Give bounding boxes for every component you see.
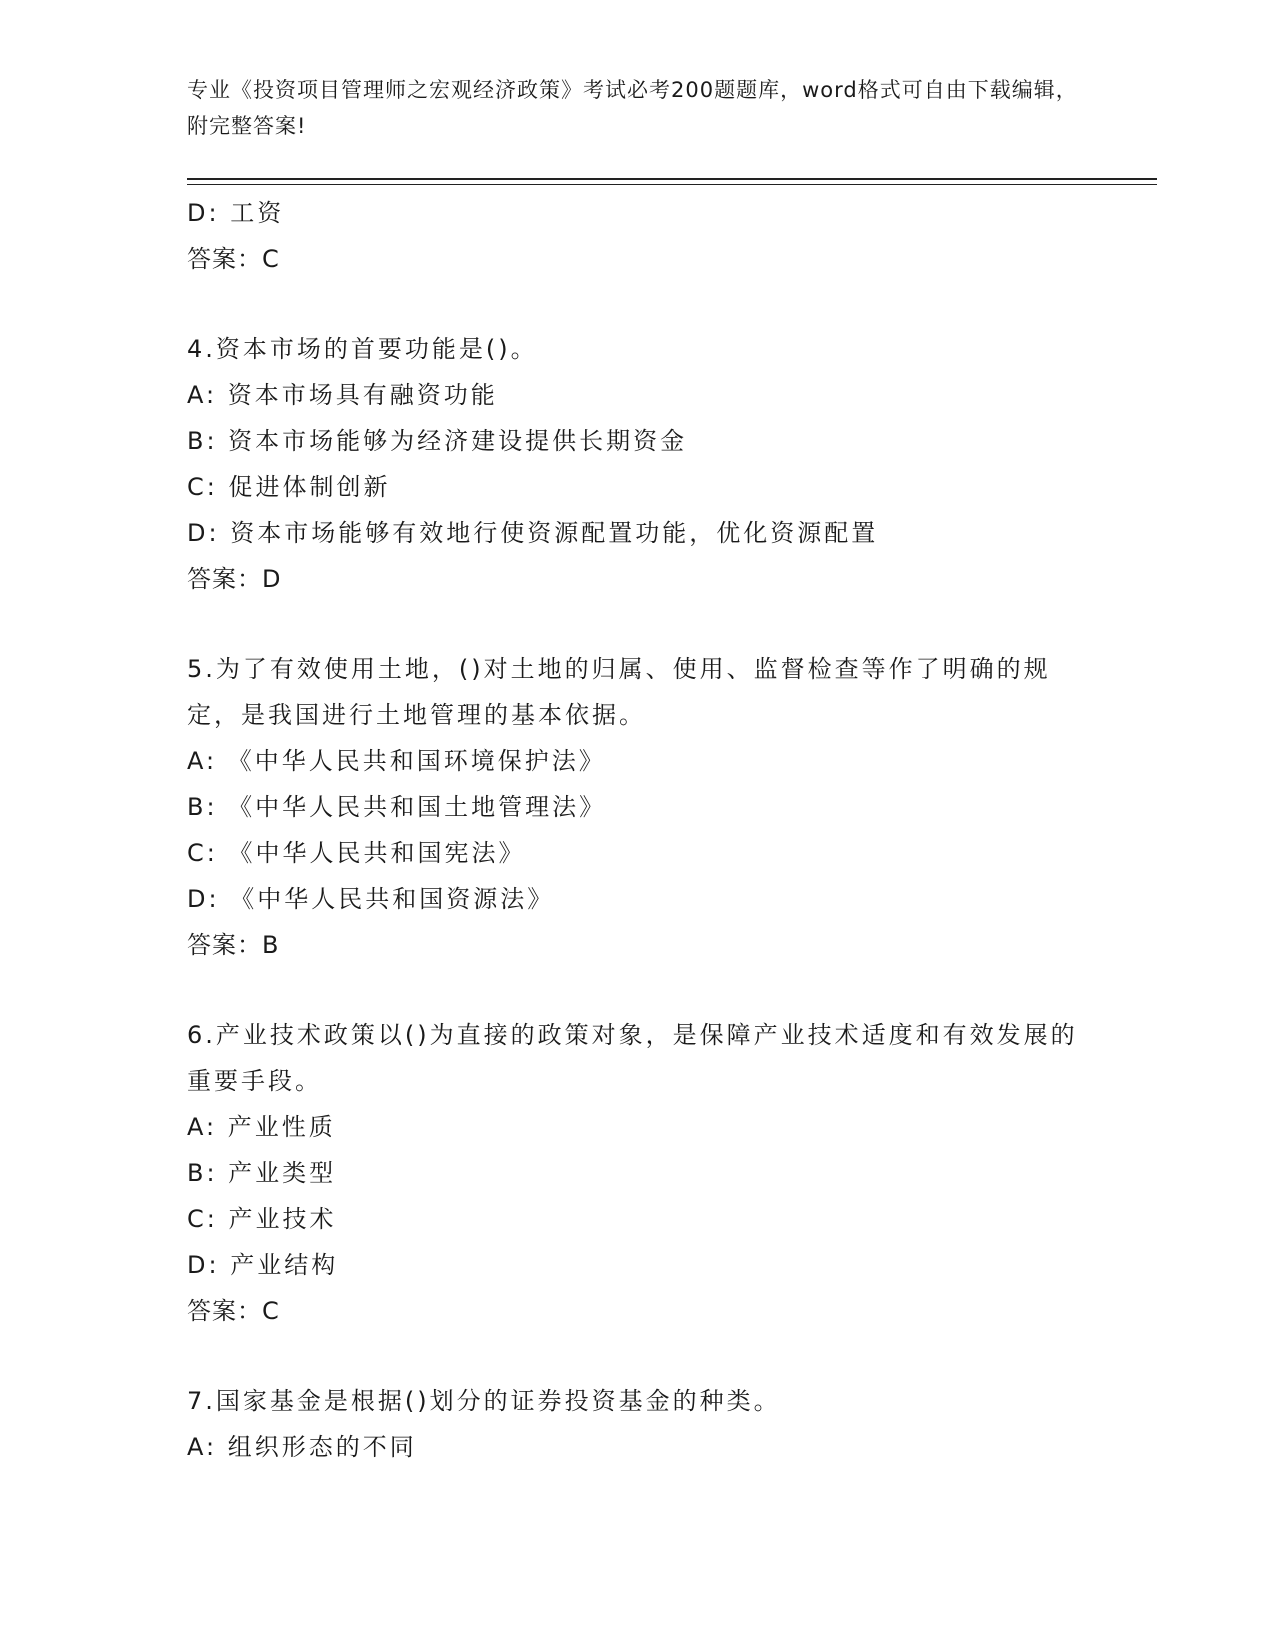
answer: 答案：C bbox=[187, 245, 280, 273]
question-stem: 5.为了有效使用土地，()对土地的归属、使用、监督检查等作了明确的规定，是我国进行土地管理的基本依据。 bbox=[187, 655, 1051, 729]
header-divider-thin bbox=[187, 184, 1157, 185]
spacer bbox=[187, 968, 1087, 1012]
option-d: D: 资本市场能够有效地行使资源配置功能，优化资源配置 bbox=[187, 519, 879, 547]
option-c: C: 《中华人民共和国宪法》 bbox=[187, 839, 526, 867]
option-b: B: 产业类型 bbox=[187, 1159, 337, 1187]
question-list bbox=[187, 190, 1087, 1470]
option-d: D: 工资 bbox=[187, 199, 285, 227]
answer: 答案：B bbox=[187, 931, 280, 959]
option-a: A: 《中华人民共和国环境保护法》 bbox=[187, 747, 606, 775]
option-c: C: 促进体制创新 bbox=[187, 473, 391, 501]
option-a: A: 组织形态的不同 bbox=[187, 1433, 417, 1461]
answer: 答案：D bbox=[187, 565, 282, 593]
option-c: C: 产业技术 bbox=[187, 1205, 337, 1233]
option-d: D: 产业结构 bbox=[187, 1251, 339, 1279]
document-header: 专业《投资项目管理师之宏观经济政策》考试必考200题题库，word格式可自由下载编辑，附完整答案! bbox=[187, 78, 1078, 138]
option-a: A: 资本市场具有融资功能 bbox=[187, 381, 498, 409]
option-a: A: 产业性质 bbox=[187, 1113, 336, 1141]
option-b: B: 资本市场能够为经济建设提供长期资金 bbox=[187, 427, 688, 455]
spacer bbox=[187, 282, 1087, 326]
option-d: D: 《中华人民共和国资源法》 bbox=[187, 885, 555, 913]
question-stem: 7.国家基金是根据()划分的证券投资基金的种类。 bbox=[187, 1387, 781, 1415]
spacer bbox=[187, 602, 1087, 646]
option-b: B: 《中华人民共和国土地管理法》 bbox=[187, 793, 607, 821]
question-stem: 4.资本市场的首要功能是()。 bbox=[187, 335, 538, 363]
spacer bbox=[187, 1334, 1087, 1378]
question-stem: 6.产业技术政策以()为直接的政策对象，是保障产业技术适度和有效发展的重要手段。 bbox=[187, 1021, 1078, 1095]
answer: 答案：C bbox=[187, 1297, 280, 1325]
header-divider-thick bbox=[187, 178, 1157, 180]
